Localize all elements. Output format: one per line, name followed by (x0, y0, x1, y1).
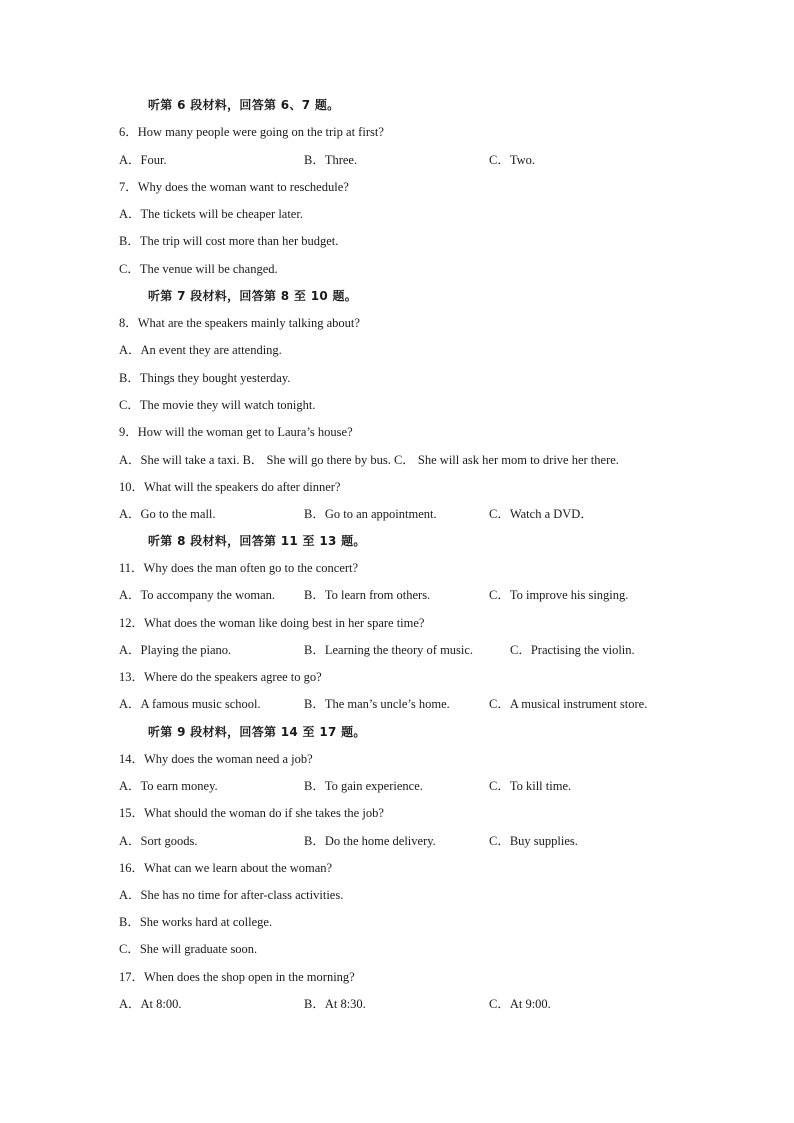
option-b: B．At 8:30. (304, 997, 366, 1011)
option-b: B．The man’s uncle’s home. (304, 697, 450, 711)
option-a: A．An event they are attending. (119, 343, 282, 357)
section-header: 听第 8 段材料，回答第 11 至 13 题。 (148, 534, 366, 548)
option-a: A．To accompany the woman. (119, 588, 276, 602)
question-11: 11．Why does the man often go to the concert? (119, 561, 359, 575)
section-header: 听第 9 段材料，回答第 14 至 17 题。 (148, 725, 366, 739)
options-row-9: A．She will take a taxi. B． She will go there by bus. C． She will ask her mom to drive her there. (119, 453, 619, 467)
option-b: B．Three. (304, 153, 358, 167)
option-a: A．Four. (119, 153, 167, 167)
question-7: 7．Why does the woman want to reschedule? (119, 180, 349, 194)
question-8: 8．What are the speakers mainly talking about? (119, 316, 360, 330)
question-16: 16．What can we learn about the woman? (119, 861, 333, 875)
option-b: B．To learn from others. (304, 588, 431, 602)
question-14: 14．Why does the woman need a job? (119, 752, 313, 766)
option-b: B．The trip will cost more than her budget. (119, 234, 339, 248)
option-c: C．The movie they will watch tonight. (119, 398, 316, 412)
question-17: 17．When does the shop open in the morning? (119, 970, 355, 984)
option-c: C．To improve his singing. (489, 588, 629, 602)
section-header: 听第 7 段材料，回答第 8 至 10 题。 (148, 289, 358, 303)
option-a: A．Go to the mall. (119, 507, 216, 521)
section-header: 听第 6 段材料，回答第 6、7 题。 (148, 98, 340, 112)
option-a: A．Playing the piano. (119, 643, 232, 657)
option-b: B．Do the home delivery. (304, 834, 436, 848)
option-b: B．Go to an appointment. (304, 507, 437, 521)
option-c: C．To kill time. (489, 779, 572, 793)
option-c: C．She will graduate soon. (119, 942, 258, 956)
option-a: A．To earn money. (119, 779, 218, 793)
option-c: C．A musical instrument store. (489, 697, 648, 711)
question-6: 6．How many people were going on the trip at first? (119, 125, 384, 139)
option-a: A．At 8:00. (119, 997, 182, 1011)
question-12: 12．What does the woman like doing best in her spare time? (119, 616, 425, 630)
option-b: B．She works hard at college. (119, 915, 273, 929)
option-c: C．Practising the violin. (510, 643, 635, 657)
option-c: C．Watch a DVD． (489, 507, 593, 521)
option-c: C．Two. (489, 153, 536, 167)
question-10: 10．What will the speakers do after dinner? (119, 480, 341, 494)
option-a: A．A famous music school. (119, 697, 261, 711)
question-9: 9．How will the woman get to Laura’s house? (119, 425, 353, 439)
option-a: A．She has no time for after-class activities. (119, 888, 344, 902)
option-a: A．The tickets will be cheaper later. (119, 207, 303, 221)
option-b: B．Learning the theory of music. (304, 643, 474, 657)
option-b: B．To gain experience. (304, 779, 423, 793)
option-b: B．Things they bought yesterday. (119, 371, 291, 385)
question-15: 15．What should the woman do if she takes the job? (119, 806, 384, 820)
option-c: C．Buy supplies. (489, 834, 578, 848)
option-c: C．The venue will be changed. (119, 262, 278, 276)
option-c: C．At 9:00. (489, 997, 551, 1011)
option-a: A．Sort goods. (119, 834, 198, 848)
question-13: 13．Where do the speakers agree to go? (119, 670, 322, 684)
